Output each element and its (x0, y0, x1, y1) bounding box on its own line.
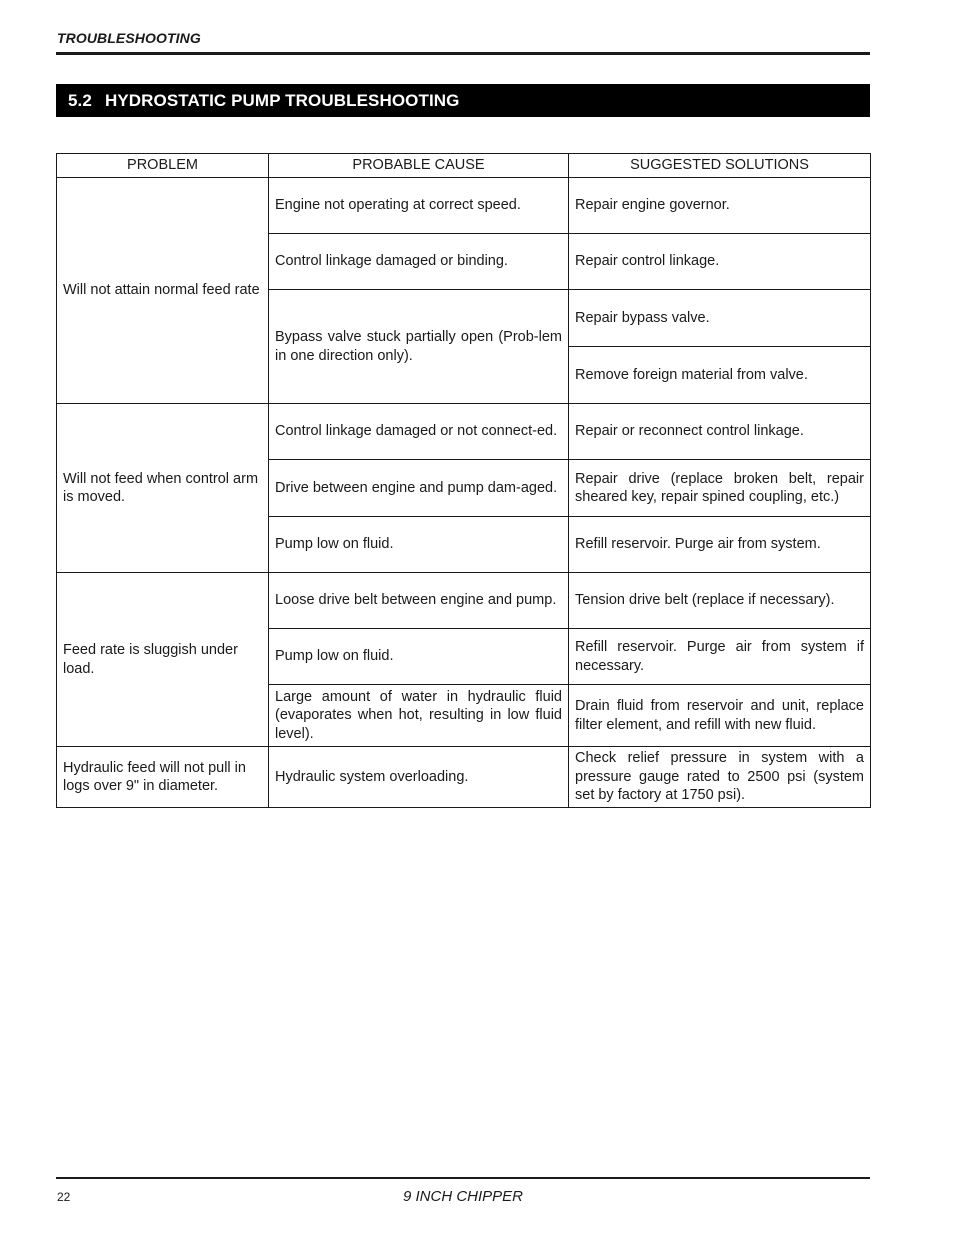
solution-cell: Repair or reconnect control linkage. (569, 404, 871, 460)
solution-cell: Refill reservoir. Purge air from system if necessary. (569, 629, 871, 685)
cause-cell: Control linkage damaged or not connect-ed. (269, 404, 569, 460)
problem-cell: Will not attain normal feed rate (57, 178, 269, 404)
header-rule (56, 52, 870, 55)
troubleshooting-table (56, 153, 871, 808)
solution-cell: Repair control linkage. (569, 234, 871, 290)
solution-cell: Check relief pressure in system with a pressure gauge rated to 2500 psi (system set by factory at 1750 psi). (569, 747, 871, 808)
section-heading (56, 84, 870, 117)
cause-cell: Hydraulic system overloading. (269, 747, 569, 808)
column-header-solutions: SUGGESTED SOLUTIONS (569, 154, 871, 178)
solution-cell: Drain fluid from reservoir and unit, replace filter element, and refill with new fluid. (569, 685, 871, 747)
solution-cell: Remove foreign material from valve. (569, 347, 871, 404)
table-header-row (57, 154, 871, 178)
cause-cell: Loose drive belt between engine and pump. (269, 573, 569, 629)
column-header-cause: PROBABLE CAUSE (269, 154, 569, 178)
table-row (57, 178, 871, 234)
solution-cell: Refill reservoir. Purge air from system. (569, 517, 871, 573)
problem-cell: Hydraulic feed will not pull in logs over 9" in diameter. (57, 747, 269, 808)
section-title: HYDROSTATIC PUMP TROUBLESHOOTING (104, 91, 460, 110)
column-header-problem: PROBLEM (57, 154, 269, 178)
table-row (57, 573, 871, 629)
cause-cell: Bypass valve stuck partially open (Prob-lem in one direction only). (269, 290, 569, 404)
cause-cell: Pump low on fluid. (269, 517, 569, 573)
problem-cell: Will not feed when control arm is moved. (57, 404, 269, 573)
problem-cell: Feed rate is sluggish under load. (57, 573, 269, 747)
cause-cell: Large amount of water in hydraulic fluid (evaporates when hot, resulting in low fluid level). (269, 685, 569, 747)
cause-cell: Engine not operating at correct speed. (269, 178, 569, 234)
table-row (57, 747, 871, 808)
solution-cell: Tension drive belt (replace if necessary). (569, 573, 871, 629)
footer-rule (56, 1177, 870, 1179)
table-row (57, 404, 871, 460)
cause-cell: Drive between engine and pump dam-aged. (269, 460, 569, 517)
cause-cell: Pump low on fluid. (269, 629, 569, 685)
section-number: 5.2 (68, 91, 92, 110)
footer-title: 9 INCH CHIPPER (402, 1188, 524, 1205)
solution-cell: Repair bypass valve. (569, 290, 871, 347)
page-number: 22 (57, 1190, 71, 1204)
running-header: TROUBLESHOOTING (57, 30, 201, 46)
solution-cell: Repair engine governor. (569, 178, 871, 234)
solution-cell: Repair drive (replace broken belt, repair sheared key, repair spined coupling, etc.) (569, 460, 871, 517)
cause-cell: Control linkage damaged or binding. (269, 234, 569, 290)
